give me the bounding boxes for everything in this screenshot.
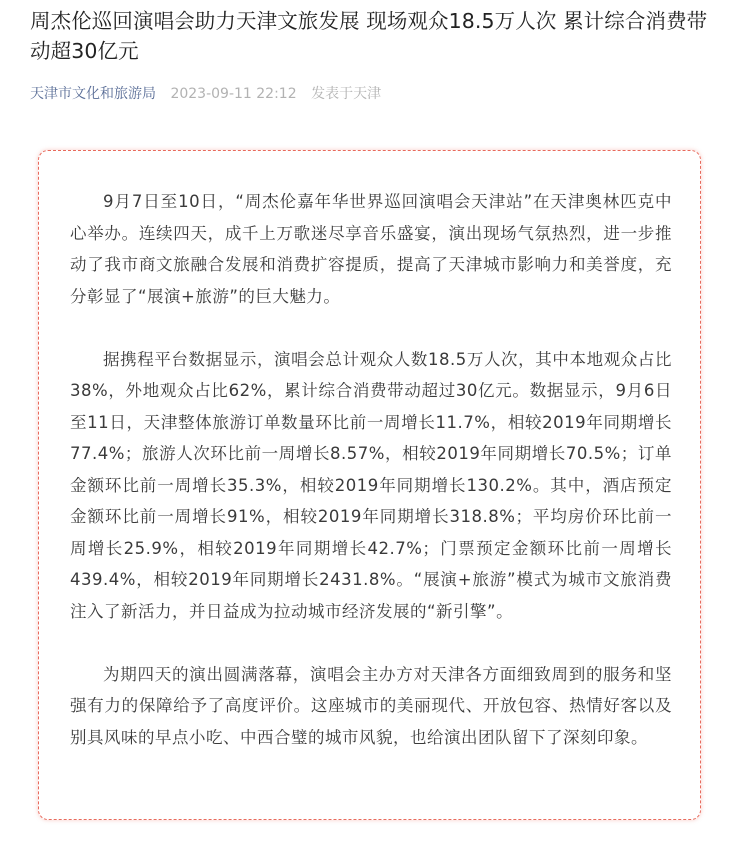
body-paragraph-1: 9月7日至10日，“周杰伦嘉年华世界巡回演唱会天津站”在天津奥林匹克中心举办。连续四天，成千上万歌迷尽享音乐盛宴，演出现场气氛热烈，进一步推动了我市商文旅融合发展和消费扩容提质，提高了天津城市影响力和美誉度，充分彰显了“展演+旅游”的巨大魅力。 — [70, 192, 672, 306]
account-name-link[interactable]: 天津市文化和旅游局 — [30, 86, 156, 102]
publish-location: 发表于天津 — [311, 86, 382, 102]
article-meta — [30, 84, 381, 104]
publish-time: 2023-09-11 22:12 — [170, 86, 297, 102]
article-body — [70, 186, 672, 753]
body-paragraph-3: 为期四天的演出圆满落幕，演唱会主办方对天津各方面细致周到的服务和坚强有力的保障给予了高度评价。这座城市的美丽现代、开放包容、热情好客以及别具风味的早点小吃、中西合璧的城市风貌，也给演出团队留下了深刻印象。 — [70, 664, 672, 747]
body-paragraph-2: 据携程平台数据显示，演唱会总计观众人数18.5万人次，其中本地观众占比38%，外地观众占比62%，累计综合消费带动超过30亿元。数据显示，9月6日至11日，天津整体旅游订单数量环比前一周增长11.7%，相较2019年同期增长77.4%；旅游人次环比前一周增长8.57%，相较2019年同期增长70.5%；订单金额环比前一周增长35.3%，相较2019年同期增长130.2%。其中，酒店预定金额环比前一周增长91%，相较2019年同期增长318.8%；平均房价环比前一周增长25.9%，相较2019年同期增长42.7%；门票预定金额环比前一周增长439.4%，相较2019年同期增长2431.8%。“展演+旅游”模式为城市文旅消费注入了新活力，并日益成为拉动城市经济发展的“新引擎”。 — [70, 349, 672, 621]
article-title: 周杰伦巡回演唱会助力天津文旅发展 现场观众18.5万人次 累计综合消费带动超30亿元 — [30, 9, 708, 63]
